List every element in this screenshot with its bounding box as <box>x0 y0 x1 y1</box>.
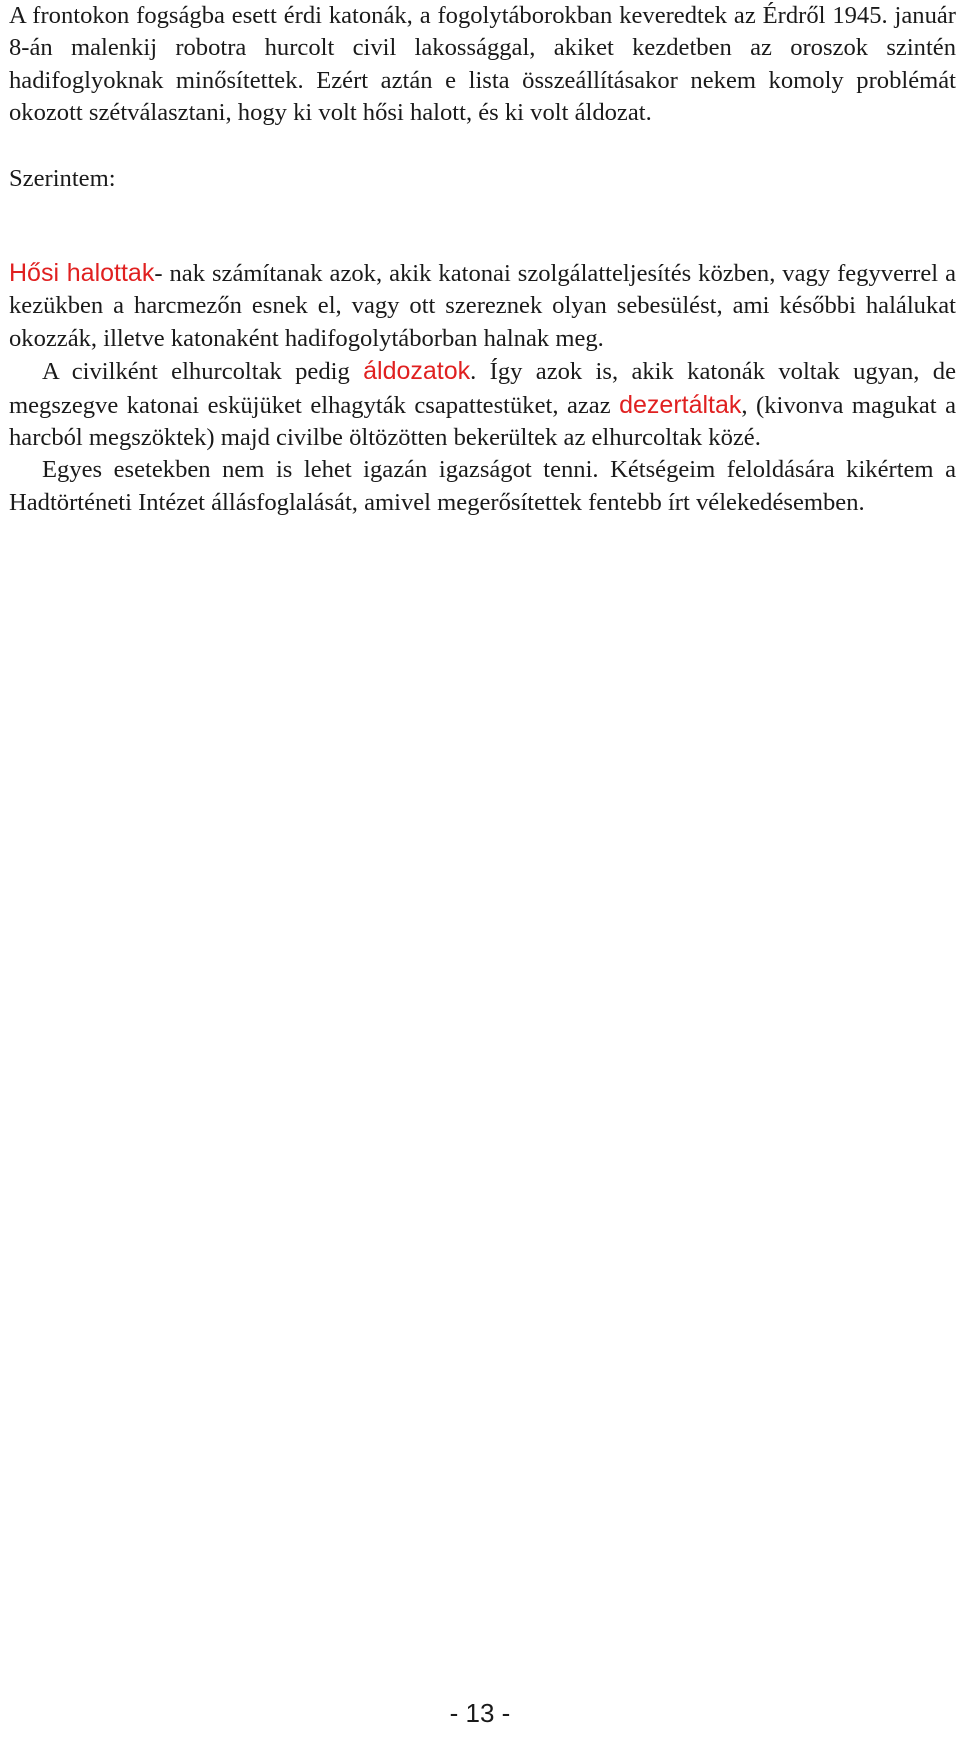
victims-text-after: , (kivonva magukat a harcból megszöktek) majd civilbe öltözötten bekerültek az elhurcoltak közé. <box>9 391 956 452</box>
heroes-definition-paragraph <box>9 257 956 355</box>
victims-text-before: A civilként elhurcoltak pedig <box>42 358 364 386</box>
heroes-term: Hősi halottak <box>9 259 155 288</box>
heroes-definition-text: - nak számítanak azok, akik katonai szolgálatteljesítés közben, vagy fegyverrel a kezükben a harcmezőn esnek el, vagy ott szereznek olyan sebesülést, ami későbbi halálukat okozzák, illetve katonaként hadifogolytáborban halnak meg. <box>9 260 956 352</box>
closing-paragraph: Egyes esetekben nem is lehet igazán igazságot tenni. Kétségeim feloldására kikértem a Hadtörténeti Intézet állásfoglalását, amivel megerősítettek fentebb írt vélekedésemben. <box>9 456 956 516</box>
opinion-heading: Szerintem: <box>9 164 116 192</box>
deserters-term: dezertáltak <box>619 390 742 419</box>
victims-term: áldozatok <box>363 357 471 386</box>
page-number: - 13 - <box>449 1698 511 1728</box>
document-page <box>9 0 956 519</box>
victims-definition-paragraph <box>9 355 956 454</box>
intro-paragraph: A frontokon fogságba esett érdi katonák, a fogolytáborokban keveredtek az Érdről 1945. január 8-án malenkij robotra hurcolt civil lakossággal, akiket kezdetben az oroszok szintén hadifoglyoknak minősítettek. Ezért aztán e lista összeállításakor nekem komoly problémát okozott szétválasztani, hogy ki volt hősi halott, és ki volt áldozat. <box>9 2 956 127</box>
victims-text-middle: . Így azok is, akik katonák voltak ugyan, de megszegve katonai esküjüket elhagyták csapattestüket, azaz <box>9 358 956 419</box>
